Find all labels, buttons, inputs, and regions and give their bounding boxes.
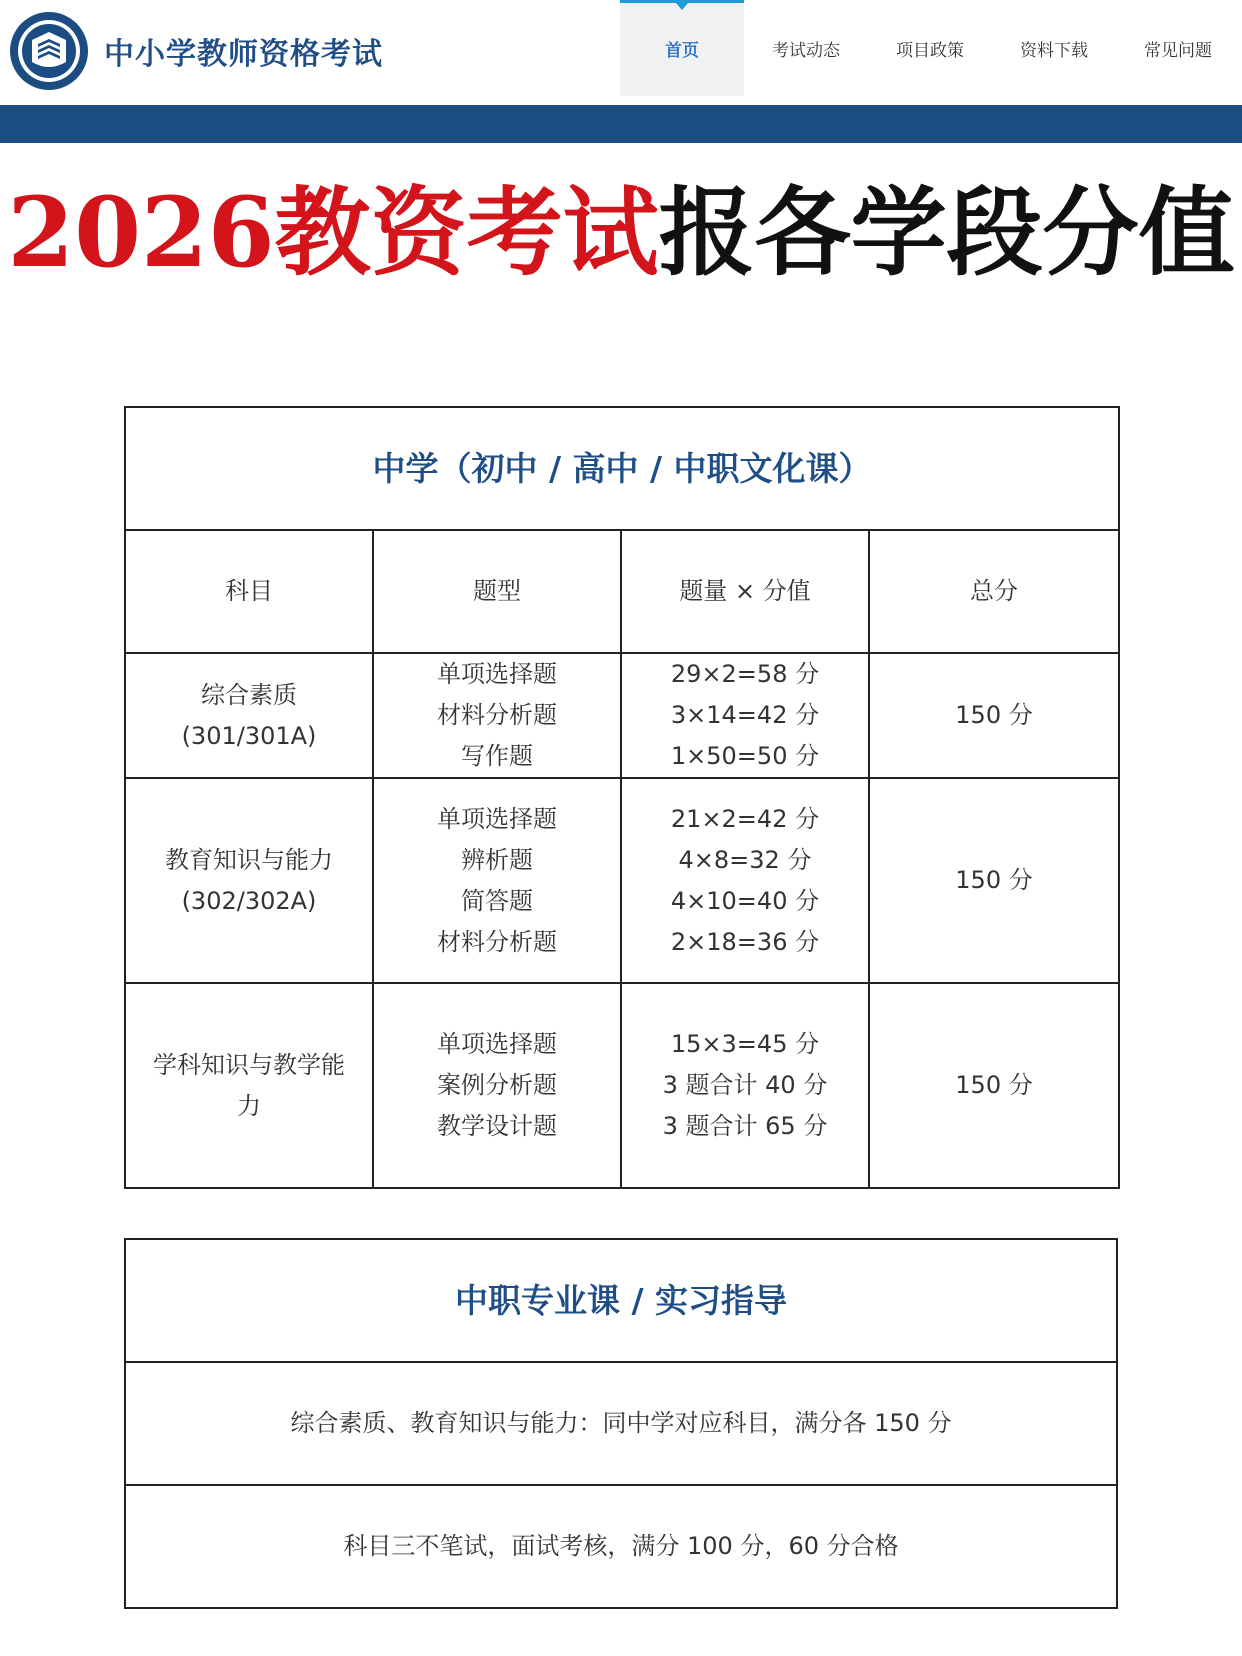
subject-name: 综合素质: [201, 680, 297, 709]
col-header-subject: 科目: [125, 530, 373, 653]
subject-name-cont: 力: [237, 1091, 261, 1120]
table-title-row: [125, 407, 1119, 530]
info-cell: 科目三不笔试，面试考核，满分 100 分，60 分合格: [125, 1485, 1117, 1608]
table2-title: 中职专业课 / 实习指导: [125, 1239, 1117, 1362]
main-nav: [620, 0, 1240, 96]
nav-policy[interactable]: 项目政策: [896, 40, 964, 61]
question-type: 单项选择题: [437, 1030, 557, 1058]
score-line: 4×10=40 分: [670, 886, 820, 915]
question-type: 材料分析题: [437, 701, 557, 729]
table-row: [125, 1485, 1117, 1608]
headline-black-part: 报各学段分值: [658, 176, 1235, 289]
table1-title: 中学（初中 / 高中 / 中职文化课）: [125, 407, 1119, 530]
subject-code: (301/301A): [181, 721, 317, 750]
table-title-row: [125, 1239, 1117, 1362]
subject-name: 学科知识与教学能: [153, 1050, 345, 1079]
score-cell: [621, 983, 869, 1188]
score-line: 3 题合计 40 分: [662, 1071, 828, 1099]
score-line: 29×2=58 分: [670, 660, 820, 688]
vocational-score-table: [124, 1238, 1118, 1609]
subject-cell: [125, 778, 373, 983]
table-row: [125, 1362, 1117, 1485]
site-title: 中小学教师资格考试: [104, 37, 383, 72]
site-header: [0, 0, 1242, 105]
table-row: [125, 653, 1119, 778]
score-line: 2×18=36 分: [670, 927, 820, 956]
score-line: 21×2=42 分: [670, 804, 820, 833]
col-header-count-points: 题量 × 分值: [621, 530, 869, 653]
score-cell: [621, 653, 869, 778]
score-line: 3 题合计 65 分: [662, 1112, 828, 1140]
score-cell: [621, 778, 869, 983]
subject-cell: [125, 653, 373, 778]
table-row: [125, 778, 1119, 983]
question-type: 材料分析题: [437, 927, 557, 956]
logo-link[interactable]: [8, 10, 383, 92]
score-line: 4×8=32 分: [678, 845, 812, 874]
total-cell: 150 分: [869, 778, 1119, 983]
total-cell: 150 分: [869, 983, 1119, 1188]
score-line: 1×50=50 分: [670, 742, 820, 770]
score-line: 15×3=45 分: [670, 1030, 820, 1058]
question-type-cell: [373, 778, 621, 983]
page-headline: [0, 178, 1242, 288]
score-line: 3×14=42 分: [670, 701, 820, 729]
nav-exam-news[interactable]: 考试动态: [772, 40, 840, 61]
question-type: 写作题: [461, 742, 533, 770]
question-type-cell: [373, 653, 621, 778]
subject-name: 教育知识与能力: [165, 845, 333, 874]
subject-cell: [125, 983, 373, 1188]
info-cell: 综合素质、教育知识与能力：同中学对应科目，满分各 150 分: [125, 1362, 1117, 1485]
question-type: 辨析题: [461, 845, 533, 874]
table-row: [125, 983, 1119, 1188]
question-type: 单项选择题: [437, 804, 557, 833]
question-type-cell: [373, 983, 621, 1188]
exam-logo-icon: [8, 10, 90, 92]
nav-faq[interactable]: 常见问题: [1144, 40, 1212, 61]
question-type: 教学设计题: [437, 1112, 557, 1140]
nav-home[interactable]: 首页: [620, 0, 744, 96]
subject-code: (302/302A): [181, 886, 317, 915]
question-type: 简答题: [461, 886, 533, 915]
total-cell: 150 分: [869, 653, 1119, 778]
headline-red-part: 2026教资考试: [7, 176, 659, 289]
header-band: [0, 105, 1242, 143]
question-type: 案例分析题: [437, 1071, 557, 1099]
col-header-question-type: 题型: [373, 530, 621, 653]
nav-downloads[interactable]: 资料下载: [1020, 40, 1088, 61]
col-header-total: 总分: [869, 530, 1119, 653]
table-header-row: [125, 530, 1119, 653]
secondary-school-score-table: [124, 406, 1120, 1189]
question-type: 单项选择题: [437, 660, 557, 688]
